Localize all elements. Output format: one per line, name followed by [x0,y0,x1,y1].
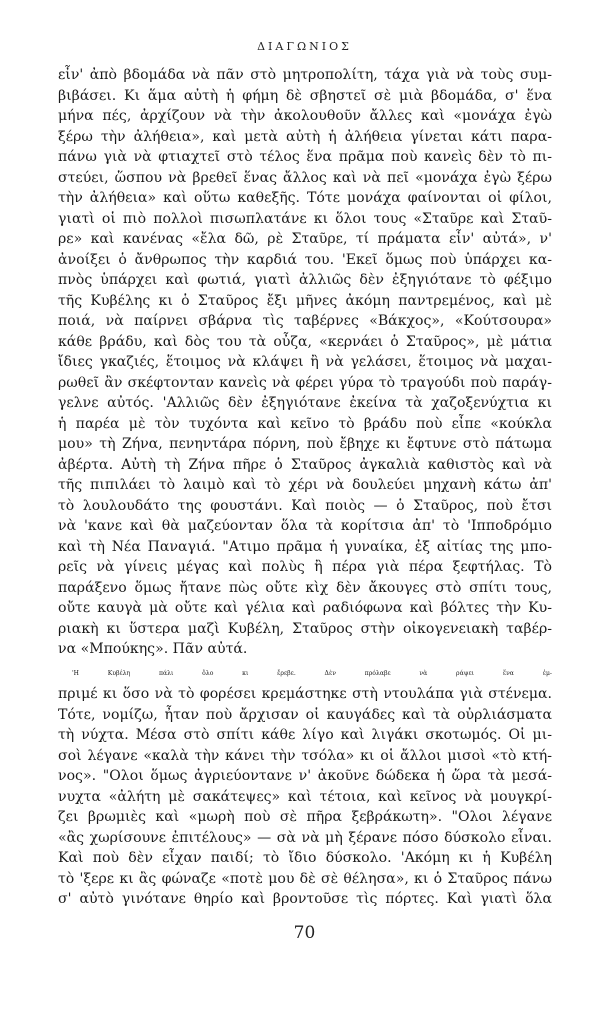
text-line: παράξενο ὅμως ἤτανε πὼς οὔτε κὶχ δὲν ἄκουγες στὸ σπίτι τους, [58,579,552,596]
text-line: ποιά, νὰ παίρνει σβάρνα τὶς ταβέρνες «Βάκχος», «Κούτσουρα» [58,313,552,329]
running-header: ΔΙΑΓΩΝΙΟΣ [257,40,352,53]
text-line: τῆς Κυβέλης κι ὁ Σταῦρος ἔξι μῆνες ἀκόμη παντρεμένος, καὶ μὲ [58,292,552,309]
body-text [58,65,552,910]
text-line: ξέρω τὴν ἀλήθεια», καὶ μετὰ αὐτὴ ἡ ἀλήθεια γίνεται κάτι παρα- [58,128,552,145]
text-line: τὸ 'ξερε κι ἂς φώναζε «ποτὲ μου δὲ σὲ θέλησα», κι ὁ Σταῦρος πάνω [58,870,552,887]
text-line: μήνα πές, ἀρχίζουν νὰ τὴν ἀκολουθοῦν ἄλλες καὶ «μονάχα ἐγὼ [58,108,552,124]
text-line: ἡ παρέα μὲ τὸν τυχόντα καὶ κεῖνο τὸ βράδυ ποὺ εἶπε «κούκλα [58,415,552,432]
text-line: βιβάσει. Κι ἅμα αὐτὴ ἡ φήμη δὲ σβηστεῖ σὲ μιὰ βδομάδα, σ' ἕνα [58,87,552,104]
text-line: σοὶ λέγανε «καλὰ τὴν κάνει τὴν τσόλα» κι οἱ ἄλλοι μισοὶ «τὸ κτή- [58,747,552,764]
text-line: 'Η Κυβέλη πάλι ὅλο κι ἔρεβε. Δὲν πρόλαβε νὰ ράψει ἕνα ἐμ- [72,669,552,677]
text-line: νὰ 'κανε καὶ θὰ μαζεύονταν ὅλα τὰ κορίτσια ἀπ' τὸ 'Ιπποδρόμιο [58,518,552,534]
text-line: Καὶ ποὺ δὲν εἶχαν παιδί; τὸ ἴδιο δύσκολο. 'Ακόμη κι ἡ Κυβέλη [58,850,552,866]
text-line: Τότε, νομίζω, ἦταν ποὺ ἄρχισαν οἱ καυγάδες καὶ τὰ οὐρλιάσματα [58,706,552,723]
text-line: πάνω γιὰ νὰ φτιαχτεῖ στὸ τέλος ἕνα πρᾶμα ποὺ κανεὶς δὲν τὸ πι- [58,149,552,165]
text-line: «ἂς χωρίσουνε ἐπιτέλους» — σὰ νὰ μὴ ξέρανε πόσο δύσκολο εἶναι. [58,829,552,846]
text-line: πνὸς ὑπάρχει καὶ φωτιά, γιατὶ ἀλλιῶς δὲν ἐξηγιότανε τὸ φέξιμο [58,272,552,288]
page-number: 70 [293,923,316,943]
text-line: μου» τὴ Ζήνα, πενηντάρα πόρνη, ποὺ ἔβηχε κι ἔφτυνε στὸ πάτωμα [58,436,552,452]
paragraph-1 [58,65,552,660]
text-line: καὶ τὴ Νέα Παναγιά. "Ατιμο πρᾶμα ἡ γυναίκα, ἐξ αἰτίας της μπο- [58,538,552,555]
text-line: γιατὶ οἱ πιὸ πολλοὶ πισωπλατάνε κι ὅλοι τους «Σταῦρε καὶ Σταῦ- [58,210,552,227]
text-line: ρε» καὶ κανένας «ἔλα δῶ, ρὲ Σταῦρε, τί πράματα εἶν' αὐτά», ν' [58,231,552,247]
text-line: ρωθεῖ ἂν σκέφτονταν κανεὶς νὰ φέρει γύρα τὸ τραγούδι ποὺ παράγ- [58,374,552,391]
text-line: κάθε βράδυ, καὶ δὸς του τὰ οὖζα, «κερνάει ὁ Σταῦρος», μὲ μάτια [58,333,552,350]
text-line: ρεῖς νὰ γίνεις μέγας καὶ πολὺς ἢ πέρα γιὰ πέρα ξεφτήλας. Τὸ [58,559,552,575]
text-line: πριμέ κι ὅσο νὰ τὸ φορέσει κρεμάστηκε στὴ ντουλάπα γιὰ στένεμα. [58,686,552,702]
text-line: σ' αὐτὸ γινότανε θηρίο καὶ βροντοῦσε τὶς πόρτες. Καὶ γιατὶ ὅλα [58,891,552,907]
text-line: ἴδιες γκαζιές, ἕτοιμος νὰ κλάψει ἢ νὰ γελάσει, ἕτοιμος νὰ μαχαι- [58,354,552,370]
text-line: ἀβέρτα. Αὐτὴ τὴ Ζήνα πῆρε ὁ Σταῦρος ἀγκαλιὰ καθιστὸς καὶ νὰ [58,456,552,473]
text-line: ἀνοίξει ὁ ἄνθρωπος τὴν καρδιά του. 'Εκεῖ ὅμως ποὺ ὑπάρχει κα- [58,251,552,268]
text-line: γελνε αὐτός. 'Αλλιῶς δὲν ἐξηγιότανε ἐκείνα τὰ χαζοξενύχτια κι [58,395,552,411]
text-line: οὔτε καυγὰ μὰ οὔτε καὶ γέλια καὶ ραδιόφωνα καὶ βόλτες τὴν Κυ- [58,600,552,616]
paragraph-2 [58,664,552,910]
text-line: εἶν' ἀπὸ βδομάδα νὰ πᾶν στὸ μητροπολίτη, τάχα γιὰ νὰ τοὺς συμ- [58,67,552,83]
text-line: νος». "Ολοι ὅμως ἀγριεύοντανε ν' ἀκοῦνε δώδεκα ἡ ὥρα τὰ μεσά- [58,768,552,784]
text-line: ριακὴ κι ὕστερα μαζὶ Κυβέλη, Σταῦρος στὴν οἰκογενειακὴ ταβέρ- [58,620,552,637]
text-line: τῆς πιπιλάει τὸ λαιμὸ καὶ τὸ χέρι νὰ δουλεύει μηχανὴ κάτω ἀπ' [58,477,552,493]
text-line: τὴ νύχτα. Μέσα στὸ σπίτι κάθε λίγο καὶ λιγάκι σκοτωμός. Οἱ μι- [58,727,552,743]
text-line: στεύει, ὥσπου νὰ βρεθεῖ ἕνας ἄλλος καὶ νὰ πεῖ «μονάχα ἐγὼ ξέρω [58,169,552,186]
text-line: να «Μπούκης». Πᾶν αὐτά. [58,641,248,657]
text-line: ζει βρωμιὲς καὶ «μωρὴ ποὺ σὲ πῆρα ξεβράκωτη». "Ολοι λέγανε [58,809,552,825]
text-line: τὴν ἀλήθεια» καὶ οὕτω καθεξῆς. Τότε μονάχα φαίνονται οἱ φίλοι, [58,190,552,206]
text-line: νυχτα «ἀλήτη μὲ σακάτεψες» καὶ τέτοια, καὶ κεῖνος νὰ μουγκρί- [58,788,552,805]
text-line: τὸ λουλουδάτο της φουστάνι. Καὶ ποιὸς — ὁ Σταῦρος, ποὺ ἔτσι [58,497,552,514]
